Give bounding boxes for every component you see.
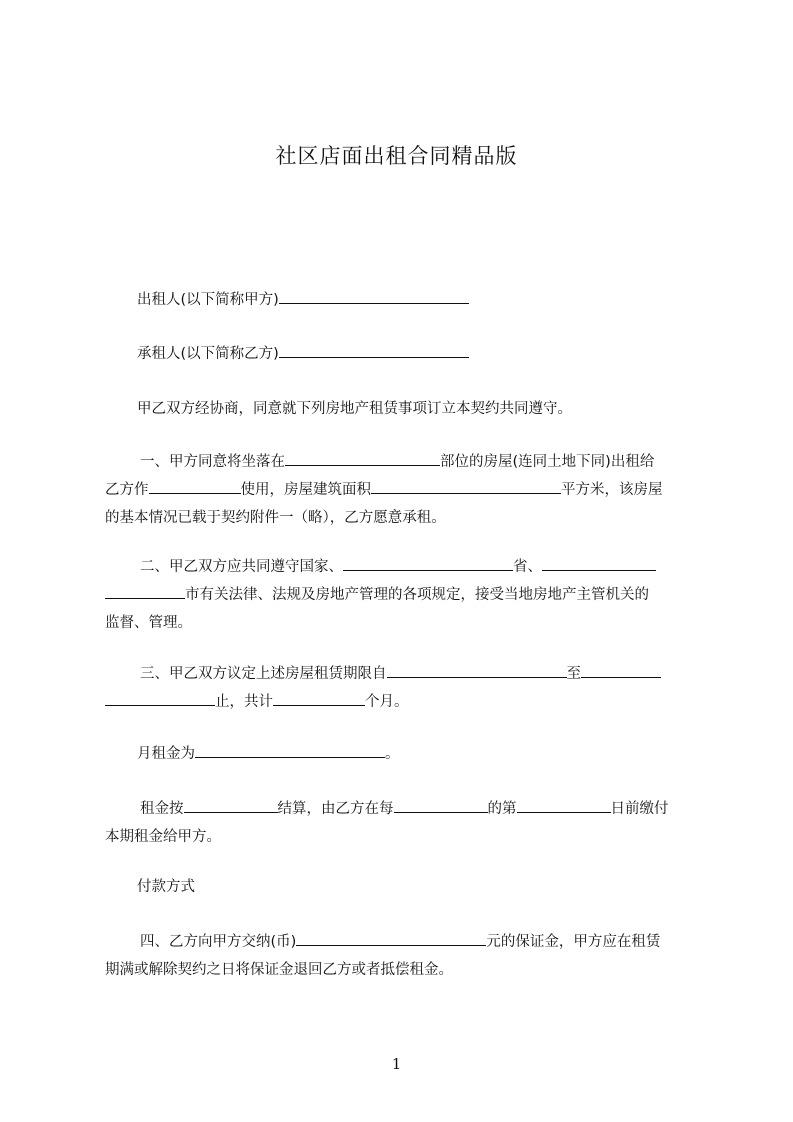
clause-2-text-d: 监督、管理。 — [105, 615, 192, 631]
payment-text-b: 结算，由乙方在每 — [277, 801, 394, 817]
months-blank[interactable] — [273, 691, 365, 706]
deposit-blank[interactable] — [296, 931, 486, 946]
clause-1-text-f: 的基本情况已载于契约附件一（略），乙方愿意承租。 — [105, 510, 446, 526]
clause-1-text-a: 一、甲方同意将坐落在 — [140, 454, 285, 470]
lessor-line — [105, 286, 732, 314]
page-number: 1 — [391, 1055, 402, 1073]
clause-2-text-a: 二、甲乙双方应共同遵守国家、 — [140, 559, 343, 575]
lessee-blank[interactable] — [279, 343, 469, 358]
rent-text-b: 。 — [385, 746, 400, 762]
clause-1-text-c: 乙方作 — [105, 482, 149, 498]
usage-blank[interactable] — [149, 479, 241, 494]
day-blank[interactable] — [517, 798, 611, 813]
clause-1-text-e: 平方米，该房屋 — [561, 482, 663, 498]
clause-3 — [105, 660, 700, 716]
lessor-label: 出租人(以下简称甲方) — [137, 292, 279, 308]
city-blank-part2[interactable] — [105, 584, 185, 599]
clause-2-text-b: 省、 — [513, 559, 542, 575]
clause-1 — [105, 448, 700, 532]
settlement-blank[interactable] — [184, 798, 278, 813]
lessor-blank[interactable] — [279, 289, 469, 304]
clause-1-text-d: 使用，房屋建筑面积 — [240, 482, 371, 498]
clause-4-text-a: 四、乙方向甲方交纳(币) — [140, 934, 297, 950]
rent-line — [105, 740, 732, 768]
clause-3-text-d: 个月。 — [365, 694, 409, 710]
rent-text-a: 月租金为 — [137, 746, 195, 762]
clause-3-text-c: 止，共计 — [215, 694, 273, 710]
payment-text-c: 的第 — [487, 801, 517, 817]
area-blank[interactable] — [371, 479, 561, 494]
location-blank[interactable] — [285, 451, 440, 466]
clause-2-text-c: 市有关法律、法规及房地产管理的各项规定，接受当地房地产主管机关的 — [185, 587, 649, 603]
clause-1-text-b: 部位的房屋(连同土地下同)出租给 — [440, 454, 655, 470]
clause-4 — [105, 928, 700, 984]
payment-text-d: 日前缴付 — [610, 801, 669, 817]
end-date-blank-part2[interactable] — [105, 691, 215, 706]
clause-3-text-b: 至 — [566, 666, 581, 682]
payment-method: 付款方式 — [137, 879, 195, 895]
end-date-blank-part1[interactable] — [581, 663, 661, 678]
clause-4-text-c: 期满或解除契约之日将保证金退回乙方或者抵偿租金。 — [105, 962, 453, 978]
start-date-blank[interactable] — [387, 663, 567, 678]
lessee-line — [105, 340, 732, 368]
payment-paragraph — [105, 795, 700, 851]
city-blank-part1[interactable] — [542, 556, 656, 571]
clause-3-text-a: 三、甲乙双方议定上述房屋租赁期限自 — [140, 666, 387, 682]
document-title: 社区店面出租合同精品版 — [275, 144, 518, 168]
period-blank[interactable] — [394, 798, 488, 813]
lessee-label: 承租人(以下简称乙方) — [137, 346, 279, 362]
intro-paragraph: 甲乙双方经协商，同意就下列房地产租赁事项订立本契约共同遵守。 — [137, 401, 572, 417]
payment-text-e: 本期租金给甲方。 — [105, 829, 221, 845]
payment-text-a: 租金按 — [140, 801, 184, 817]
province-blank[interactable] — [343, 556, 513, 571]
clause-2 — [105, 553, 700, 637]
clause-4-text-b: 元的保证金，甲方应在租赁 — [486, 934, 661, 950]
rent-amount-blank[interactable] — [195, 743, 385, 758]
